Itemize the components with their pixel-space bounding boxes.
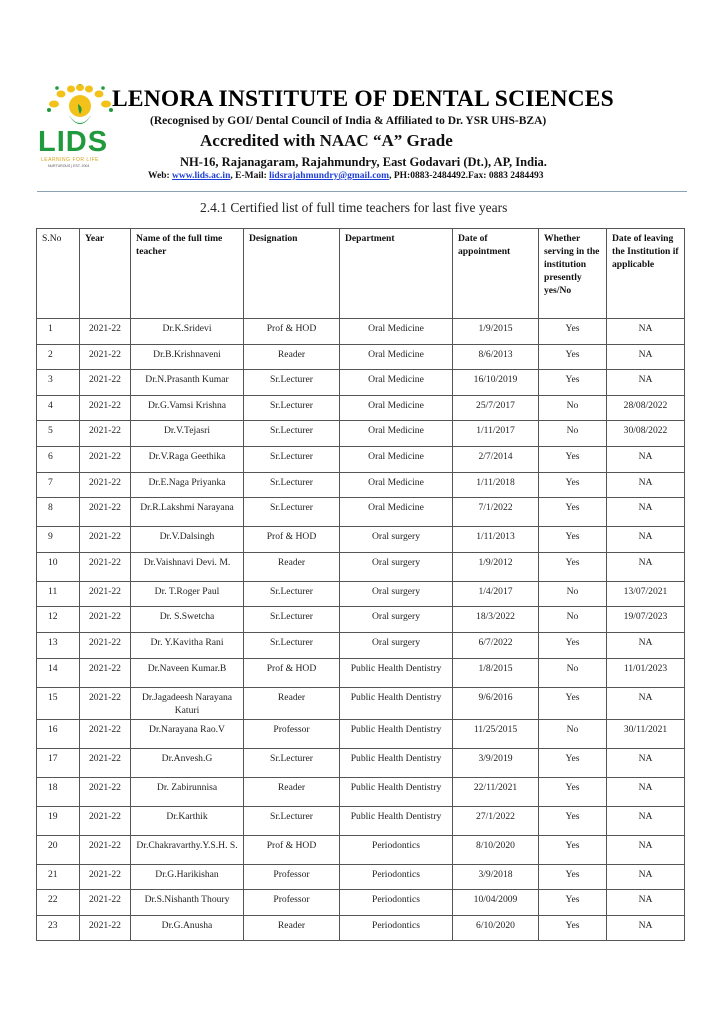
cell-designation: Sr.Lecturer bbox=[244, 632, 340, 658]
cell-appointment-date: 22/11/2021 bbox=[453, 777, 539, 806]
cell-leaving-date: 11/01/2023 bbox=[607, 658, 685, 687]
cell-appointment-date: 1/9/2015 bbox=[453, 319, 539, 345]
cell-year: 2021-22 bbox=[80, 890, 131, 916]
email-link[interactable]: lidsrajahmundry@gmail.com bbox=[269, 171, 390, 181]
website-link[interactable]: www.lids.ac.in bbox=[172, 171, 231, 181]
col-header-designation: Designation bbox=[244, 229, 340, 319]
cell-serving: Yes bbox=[539, 370, 607, 396]
cell-appointment-date: 1/4/2017 bbox=[453, 581, 539, 607]
cell-leaving-date: NA bbox=[607, 864, 685, 890]
cell-sno: 9 bbox=[37, 527, 80, 553]
table-row bbox=[37, 446, 685, 472]
cell-appointment-date: 1/11/2018 bbox=[453, 472, 539, 498]
cell-leaving-date: NA bbox=[607, 632, 685, 658]
cell-leaving-date: NA bbox=[607, 687, 685, 719]
cell-designation: Sr.Lecturer bbox=[244, 446, 340, 472]
cell-designation: Reader bbox=[244, 344, 340, 370]
cell-serving: Yes bbox=[539, 344, 607, 370]
col-header-leaving: Date of leaving the Institution if applicable bbox=[607, 229, 685, 319]
cell-name: Dr.Jagadeesh Narayana Katuri bbox=[131, 687, 244, 719]
cell-leaving-date: NA bbox=[607, 527, 685, 553]
table-row bbox=[37, 748, 685, 777]
cell-designation: Prof & HOD bbox=[244, 527, 340, 553]
cell-name: Dr.V.Dalsingh bbox=[131, 527, 244, 553]
cell-serving: Yes bbox=[539, 632, 607, 658]
cell-leaving-date: 19/07/2023 bbox=[607, 607, 685, 633]
table-row bbox=[37, 527, 685, 553]
cell-designation: Reader bbox=[244, 687, 340, 719]
contact-line bbox=[148, 171, 543, 181]
cell-serving: Yes bbox=[539, 498, 607, 527]
cell-year: 2021-22 bbox=[80, 395, 131, 421]
cell-appointment-date: 8/6/2013 bbox=[453, 344, 539, 370]
cell-sno: 15 bbox=[37, 687, 80, 719]
cell-appointment-date: 1/8/2015 bbox=[453, 658, 539, 687]
cell-department: Public Health Dentistry bbox=[340, 806, 453, 835]
cell-designation: Sr.Lecturer bbox=[244, 806, 340, 835]
table-row bbox=[37, 472, 685, 498]
cell-department: Oral surgery bbox=[340, 552, 453, 581]
cell-year: 2021-22 bbox=[80, 446, 131, 472]
phone-fax: , PH:0883-2484492.Fax: 0883 2484493 bbox=[389, 171, 544, 181]
cell-designation: Prof & HOD bbox=[244, 658, 340, 687]
cell-year: 2021-22 bbox=[80, 806, 131, 835]
cell-designation: Sr.Lecturer bbox=[244, 472, 340, 498]
recognition-line: (Recognised by GOI/ Dental Council of India & Affiliated to Dr. YSR UHS-BZA) bbox=[150, 115, 547, 127]
cell-year: 2021-22 bbox=[80, 370, 131, 396]
cell-leaving-date: 30/11/2021 bbox=[607, 719, 685, 748]
cell-appointment-date: 3/9/2018 bbox=[453, 864, 539, 890]
cell-serving: No bbox=[539, 607, 607, 633]
cell-sno: 22 bbox=[37, 890, 80, 916]
cell-sno: 5 bbox=[37, 421, 80, 447]
header-divider bbox=[37, 191, 687, 192]
col-header-serving: Whether serving in the institution presently yes/No bbox=[539, 229, 607, 319]
cell-designation: Sr.Lecturer bbox=[244, 370, 340, 396]
cell-appointment-date: 11/25/2015 bbox=[453, 719, 539, 748]
cell-serving: No bbox=[539, 421, 607, 447]
cell-department: Public Health Dentistry bbox=[340, 687, 453, 719]
cell-department: Oral Medicine bbox=[340, 498, 453, 527]
cell-name: Dr. S.Swetcha bbox=[131, 607, 244, 633]
cell-department: Oral Medicine bbox=[340, 370, 453, 396]
address-line: NH-16, Rajanagaram, Rajahmundry, East Godavari (Dt.), AP, India. bbox=[180, 155, 547, 169]
logo-subline: NURTUROUS | EST. 2004 bbox=[48, 164, 90, 168]
cell-appointment-date: 2/7/2014 bbox=[453, 446, 539, 472]
cell-name: Dr. T.Roger Paul bbox=[131, 581, 244, 607]
cell-sno: 4 bbox=[37, 395, 80, 421]
cell-designation: Sr.Lecturer bbox=[244, 498, 340, 527]
cell-appointment-date: 6/10/2020 bbox=[453, 915, 539, 941]
cell-name: Dr.Anvesh.G bbox=[131, 748, 244, 777]
cell-year: 2021-22 bbox=[80, 915, 131, 941]
cell-leaving-date: NA bbox=[607, 344, 685, 370]
cell-department: Public Health Dentistry bbox=[340, 777, 453, 806]
teachers-table bbox=[36, 228, 685, 941]
cell-leaving-date: NA bbox=[607, 319, 685, 345]
cell-sno: 12 bbox=[37, 607, 80, 633]
cell-sno: 7 bbox=[37, 472, 80, 498]
cell-appointment-date: 3/9/2019 bbox=[453, 748, 539, 777]
table-row bbox=[37, 395, 685, 421]
cell-sno: 17 bbox=[37, 748, 80, 777]
web-label: Web: bbox=[148, 171, 173, 181]
cell-serving: Yes bbox=[539, 748, 607, 777]
cell-name: Dr. Zabirunnisa bbox=[131, 777, 244, 806]
cell-leaving-date: 30/08/2022 bbox=[607, 421, 685, 447]
cell-year: 2021-22 bbox=[80, 319, 131, 345]
table-body bbox=[37, 319, 685, 941]
cell-appointment-date: 6/7/2022 bbox=[453, 632, 539, 658]
document-title: 2.4.1 Certified list of full time teachers for last five years bbox=[200, 200, 508, 215]
cell-designation: Sr.Lecturer bbox=[244, 748, 340, 777]
cell-designation: Reader bbox=[244, 777, 340, 806]
cell-year: 2021-22 bbox=[80, 344, 131, 370]
table-row bbox=[37, 344, 685, 370]
table-row bbox=[37, 552, 685, 581]
cell-department: Oral surgery bbox=[340, 527, 453, 553]
cell-sno: 6 bbox=[37, 446, 80, 472]
cell-name: Dr.K.Sridevi bbox=[131, 319, 244, 345]
cell-year: 2021-22 bbox=[80, 421, 131, 447]
cell-sno: 8 bbox=[37, 498, 80, 527]
cell-name: Dr.Karthik bbox=[131, 806, 244, 835]
table-row bbox=[37, 915, 685, 941]
institute-name: LENORA INSTITUTE OF DENTAL SCIENCES bbox=[112, 86, 614, 112]
cell-department: Oral Medicine bbox=[340, 344, 453, 370]
cell-year: 2021-22 bbox=[80, 581, 131, 607]
cell-appointment-date: 1/11/2013 bbox=[453, 527, 539, 553]
cell-year: 2021-22 bbox=[80, 607, 131, 633]
cell-serving: Yes bbox=[539, 890, 607, 916]
cell-year: 2021-22 bbox=[80, 687, 131, 719]
cell-department: Oral Medicine bbox=[340, 446, 453, 472]
cell-designation: Professor bbox=[244, 719, 340, 748]
cell-appointment-date: 7/1/2022 bbox=[453, 498, 539, 527]
cell-name: Dr.G.Anusha bbox=[131, 915, 244, 941]
table-row bbox=[37, 319, 685, 345]
cell-name: Dr.B.Krishnaveni bbox=[131, 344, 244, 370]
cell-department: Oral Medicine bbox=[340, 395, 453, 421]
cell-department: Periodontics bbox=[340, 890, 453, 916]
cell-leaving-date: NA bbox=[607, 370, 685, 396]
cell-year: 2021-22 bbox=[80, 777, 131, 806]
cell-designation: Reader bbox=[244, 552, 340, 581]
table-row bbox=[37, 864, 685, 890]
cell-department: Periodontics bbox=[340, 864, 453, 890]
cell-name: Dr.Chakravarthy.Y.S.H. S. bbox=[131, 835, 244, 864]
cell-designation: Prof & HOD bbox=[244, 319, 340, 345]
table-row bbox=[37, 719, 685, 748]
cell-serving: Yes bbox=[539, 687, 607, 719]
cell-designation: Reader bbox=[244, 915, 340, 941]
cell-year: 2021-22 bbox=[80, 658, 131, 687]
col-header-sno: S.No bbox=[37, 229, 80, 319]
cell-department: Periodontics bbox=[340, 835, 453, 864]
cell-serving: Yes bbox=[539, 835, 607, 864]
cell-name: Dr.N.Prasanth Kumar bbox=[131, 370, 244, 396]
cell-year: 2021-22 bbox=[80, 632, 131, 658]
table-header-row bbox=[37, 229, 685, 319]
cell-appointment-date: 10/04/2009 bbox=[453, 890, 539, 916]
cell-name: Dr.E.Naga Priyanka bbox=[131, 472, 244, 498]
cell-department: Public Health Dentistry bbox=[340, 719, 453, 748]
cell-name: Dr.Naveen Kumar.B bbox=[131, 658, 244, 687]
cell-designation: Sr.Lecturer bbox=[244, 395, 340, 421]
table-row bbox=[37, 370, 685, 396]
table-row bbox=[37, 806, 685, 835]
cell-serving: Yes bbox=[539, 472, 607, 498]
cell-appointment-date: 8/10/2020 bbox=[453, 835, 539, 864]
cell-name: Dr.G.Harikishan bbox=[131, 864, 244, 890]
cell-leaving-date: NA bbox=[607, 777, 685, 806]
cell-appointment-date: 18/3/2022 bbox=[453, 607, 539, 633]
cell-serving: No bbox=[539, 719, 607, 748]
cell-serving: Yes bbox=[539, 552, 607, 581]
cell-year: 2021-22 bbox=[80, 835, 131, 864]
cell-serving: No bbox=[539, 581, 607, 607]
cell-leaving-date: 13/07/2021 bbox=[607, 581, 685, 607]
cell-name: Dr.Vaishnavi Devi. M. bbox=[131, 552, 244, 581]
table-row bbox=[37, 777, 685, 806]
letterhead bbox=[0, 0, 724, 190]
cell-sno: 10 bbox=[37, 552, 80, 581]
cell-department: Public Health Dentistry bbox=[340, 658, 453, 687]
cell-name: Dr.G.Vamsi Krishna bbox=[131, 395, 244, 421]
cell-designation: Professor bbox=[244, 890, 340, 916]
cell-appointment-date: 1/9/2012 bbox=[453, 552, 539, 581]
cell-appointment-date: 9/6/2016 bbox=[453, 687, 539, 719]
cell-department: Oral Medicine bbox=[340, 319, 453, 345]
cell-department: Periodontics bbox=[340, 915, 453, 941]
logo-tagline: LEARNING FOR LIFE bbox=[41, 157, 99, 163]
table-row bbox=[37, 607, 685, 633]
cell-sno: 21 bbox=[37, 864, 80, 890]
cell-serving: No bbox=[539, 395, 607, 421]
cell-sno: 23 bbox=[37, 915, 80, 941]
cell-leaving-date: NA bbox=[607, 890, 685, 916]
cell-year: 2021-22 bbox=[80, 748, 131, 777]
cell-appointment-date: 1/11/2017 bbox=[453, 421, 539, 447]
cell-designation: Sr.Lecturer bbox=[244, 421, 340, 447]
cell-name: Dr.Narayana Rao.V bbox=[131, 719, 244, 748]
cell-year: 2021-22 bbox=[80, 527, 131, 553]
cell-sno: 13 bbox=[37, 632, 80, 658]
cell-year: 2021-22 bbox=[80, 864, 131, 890]
cell-sno: 11 bbox=[37, 581, 80, 607]
cell-serving: Yes bbox=[539, 446, 607, 472]
col-header-appointment: Date of appointment bbox=[453, 229, 539, 319]
cell-serving: Yes bbox=[539, 915, 607, 941]
cell-department: Oral surgery bbox=[340, 607, 453, 633]
cell-sno: 16 bbox=[37, 719, 80, 748]
cell-sno: 1 bbox=[37, 319, 80, 345]
cell-leaving-date: NA bbox=[607, 498, 685, 527]
cell-appointment-date: 27/1/2022 bbox=[453, 806, 539, 835]
cell-department: Oral surgery bbox=[340, 632, 453, 658]
cell-name: Dr.R.Lakshmi Narayana bbox=[131, 498, 244, 527]
table-row bbox=[37, 658, 685, 687]
cell-sno: 14 bbox=[37, 658, 80, 687]
cell-name: Dr. Y.Kavitha Rani bbox=[131, 632, 244, 658]
cell-serving: Yes bbox=[539, 806, 607, 835]
cell-serving: No bbox=[539, 658, 607, 687]
cell-department: Oral surgery bbox=[340, 581, 453, 607]
cell-leaving-date: NA bbox=[607, 446, 685, 472]
cell-designation: Prof & HOD bbox=[244, 835, 340, 864]
cell-department: Oral Medicine bbox=[340, 472, 453, 498]
cell-serving: Yes bbox=[539, 864, 607, 890]
cell-serving: Yes bbox=[539, 527, 607, 553]
cell-leaving-date: NA bbox=[607, 835, 685, 864]
cell-appointment-date: 16/10/2019 bbox=[453, 370, 539, 396]
cell-leaving-date: NA bbox=[607, 806, 685, 835]
cell-serving: Yes bbox=[539, 777, 607, 806]
cell-sno: 18 bbox=[37, 777, 80, 806]
cell-name: Dr.S.Nishanth Thoury bbox=[131, 890, 244, 916]
table-row bbox=[37, 835, 685, 864]
table-row bbox=[37, 687, 685, 719]
cell-leaving-date: NA bbox=[607, 915, 685, 941]
cell-sno: 20 bbox=[37, 835, 80, 864]
cell-designation: Sr.Lecturer bbox=[244, 607, 340, 633]
col-header-department: Department bbox=[340, 229, 453, 319]
cell-year: 2021-22 bbox=[80, 552, 131, 581]
logo-wordmark: LIDS bbox=[38, 126, 109, 158]
cell-name: Dr.V.Raga Geethika bbox=[131, 446, 244, 472]
table-row bbox=[37, 421, 685, 447]
col-header-year: Year bbox=[80, 229, 131, 319]
cell-leaving-date: NA bbox=[607, 748, 685, 777]
table-row bbox=[37, 498, 685, 527]
cell-year: 2021-22 bbox=[80, 719, 131, 748]
cell-sno: 2 bbox=[37, 344, 80, 370]
cell-department: Oral Medicine bbox=[340, 421, 453, 447]
cell-leaving-date: NA bbox=[607, 552, 685, 581]
email-label: , E-Mail: bbox=[230, 171, 270, 181]
table-row bbox=[37, 632, 685, 658]
cell-leaving-date: NA bbox=[607, 472, 685, 498]
cell-sno: 3 bbox=[37, 370, 80, 396]
col-header-name: Name of the full time teacher bbox=[131, 229, 244, 319]
cell-designation: Sr.Lecturer bbox=[244, 581, 340, 607]
table-row bbox=[37, 890, 685, 916]
table-row bbox=[37, 581, 685, 607]
accreditation-line: Accredited with NAAC “A” Grade bbox=[200, 131, 453, 150]
cell-serving: Yes bbox=[539, 319, 607, 345]
cell-department: Public Health Dentistry bbox=[340, 748, 453, 777]
cell-leaving-date: 28/08/2022 bbox=[607, 395, 685, 421]
cell-year: 2021-22 bbox=[80, 498, 131, 527]
cell-designation: Professor bbox=[244, 864, 340, 890]
cell-year: 2021-22 bbox=[80, 472, 131, 498]
cell-sno: 19 bbox=[37, 806, 80, 835]
cell-name: Dr.V.Tejasri bbox=[131, 421, 244, 447]
cell-appointment-date: 25/7/2017 bbox=[453, 395, 539, 421]
